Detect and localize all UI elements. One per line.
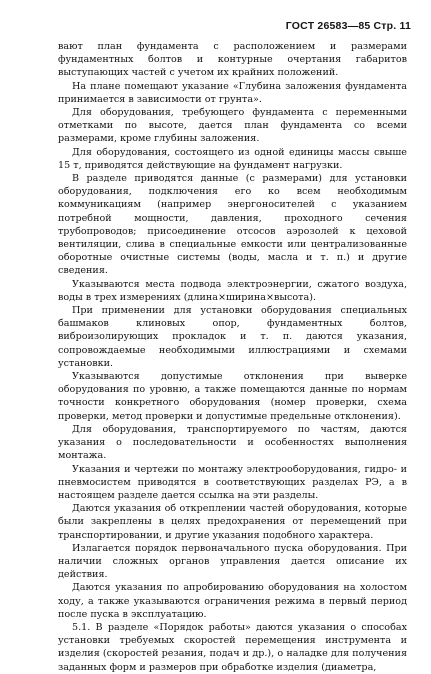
paragraph: При применении для установки оборудования специальных башмаков клиновых опор, фундаментных болтов, виброизолирующих прокладок и т. п. даются указания, сопровождаемые необходимыми иллюстрациями и схемами установки. — [58, 305, 407, 369]
paragraph: Указываются допустимые отклонения при выверке оборудования по уровню, а также помещаются данные по нормам точности конкретного оборудования (номер проверки, схема проверки, метод проверки и допустимые предельные отклонения). — [58, 371, 407, 422]
paragraph: Указываются места подвода электроэнергии, сжатого воздуха, воды в трех измерениях (длина×ширина×высота). — [58, 278, 407, 303]
paragraph: 5.1. В разделе «Порядок работы» даются указания о способах установки требуемых скоростей перемещения инструмента и изделия (скоростей резания, подач и др.), о наладке для получения заданных форм и размеров при обработке изделия (диаметра, — [58, 621, 407, 673]
paragraph: вают план фундамента с расположением и размерами фундаментных болтов и контурные очертания габаритов выступающих частей с учетом их крайних положений. — [58, 41, 407, 79]
paragraph: Даются указания по апробированию оборудования на холостом ходу, а также указываются ограничения режима в первый период после пуска в эксплуатацию. — [58, 582, 407, 620]
paragraph: Излагается порядок первоначального пуска оборудования. При наличии сложных органов управления дается описание их действия. — [58, 542, 407, 581]
paragraph: Указания и чертежи по монтажу электрооборудования, гидро- и пневмосистем приводятся в соответствующих разделах РЭ, а в настоящем разделе дается ссылка на эти разделы. — [58, 463, 407, 501]
page-header: ГОСТ 26583—85 Стр. 11 — [285, 20, 411, 32]
paragraph: В разделе приводятся данные (с размерами) для установки оборудования, подключения его ко всем необходимым коммуникациям (например энергоносителей с указанием потребной мощности, давления, проходного сечения трубопроводов; присоединение отсосов аэрозолей к цеховой вентиляции, слива в специальные емкости или централизованные оборотные очистные системы (воды, масла и т. п.) и другие сведения. — [58, 173, 407, 277]
paragraph: Для оборудования, состоящего из одной единицы массы свыше 15 т, приводятся действующие на фундамент нагрузки. — [58, 146, 407, 171]
paragraph: На плане помещают указание «Глубина заложения фундамента принимается в зависимости от грунта». — [58, 80, 407, 105]
document-body — [58, 40, 407, 674]
paragraph: Для оборудования, транспортируемого по частям, даются указания о последовательности и особенностях выполнения монтажа. — [58, 423, 407, 462]
paragraph: Даются указания об откреплении частей оборудования, которые были закреплены в целях предохранения от перемещений при транспортировании, и другие указания подобного характера. — [58, 503, 407, 541]
paragraph: Для оборудования, требующего фундамента с переменными отметками по высоте, дается план фундамента со всеми размерами, кроме глубины заложения. — [58, 107, 407, 145]
